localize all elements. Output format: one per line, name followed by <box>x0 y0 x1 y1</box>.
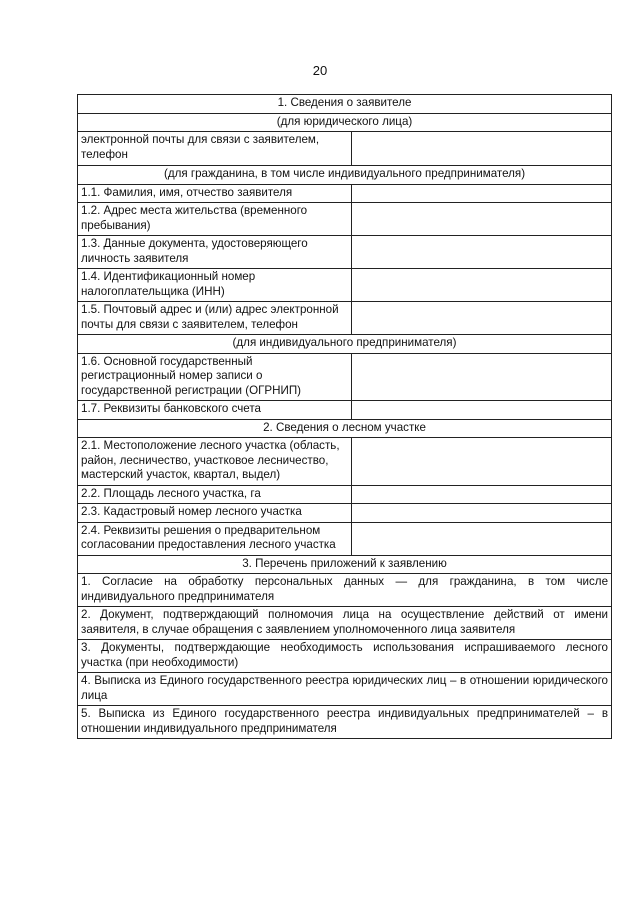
field-value-2-3[interactable] <box>352 504 612 523</box>
field-value-1-5[interactable] <box>352 302 612 335</box>
subheader-row <box>78 166 612 185</box>
field-value-2-1[interactable] <box>352 438 612 486</box>
field-label-1-4: 1.4. Идентификационный номер налогоплательщика (ИНН) <box>78 269 352 302</box>
attachment-item-1: 1. Согласие на обработку персональных данных — для гражданина, в том числе индивидуального предпринимателя <box>78 574 612 607</box>
attachment-row <box>78 673 612 706</box>
table-row <box>78 302 612 335</box>
attachment-item-5: 5. Выписка из Единого государственного реестра индивидуальных предпринимателей – в отношении индивидуального предпринимателя <box>78 706 612 739</box>
section-header-attachments: 3. Перечень приложений к заявлению <box>78 555 612 574</box>
field-label-1-6: 1.6. Основной государственный регистрационный номер записи о государственной регистрации (ОГРНИП) <box>78 353 352 401</box>
field-label-1-3: 1.3. Данные документа, удостоверяющего личность заявителя <box>78 236 352 269</box>
field-value-1-7[interactable] <box>352 401 612 420</box>
table-row <box>78 184 612 203</box>
table-row <box>78 203 612 236</box>
field-value-1-2[interactable] <box>352 203 612 236</box>
attachment-row <box>78 706 612 739</box>
field-label-1-7: 1.7. Реквизиты банковского счета <box>78 401 352 420</box>
page-number: 20 <box>312 63 328 78</box>
subheader-citizen: (для гражданина, в том числе индивидуального предпринимателя) <box>78 166 612 185</box>
field-value-legal-contact[interactable] <box>352 132 612 166</box>
subheader-legal-entity: (для юридического лица) <box>78 113 612 132</box>
field-value-2-4[interactable] <box>352 522 612 555</box>
table-row <box>78 132 612 166</box>
section-header-applicant: 1. Сведения о заявителе <box>78 95 612 114</box>
field-value-1-4[interactable] <box>352 269 612 302</box>
section-header-row <box>78 95 612 114</box>
section-header-row <box>78 555 612 574</box>
attachment-row <box>78 574 612 607</box>
field-value-1-1[interactable] <box>352 184 612 203</box>
attachment-row <box>78 607 612 640</box>
field-label-2-2: 2.2. Площадь лесного участка, га <box>78 485 352 504</box>
attachment-item-3: 3. Документы, подтверждающие необходимость использования испрашиваемого лесного участка (при необходимости) <box>78 640 612 673</box>
field-label-legal-contact: электронной почты для связи с заявителем, телефон <box>78 132 352 166</box>
section-header-forest-plot: 2. Сведения о лесном участке <box>78 419 612 438</box>
field-label-1-2: 1.2. Адрес места жительства (временного пребывания) <box>78 203 352 236</box>
field-value-2-2[interactable] <box>352 485 612 504</box>
attachment-item-4: 4. Выписка из Единого государственного реестра юридических лиц – в отношении юридического лица <box>78 673 612 706</box>
subheader-row <box>78 113 612 132</box>
field-value-1-3[interactable] <box>352 236 612 269</box>
table-row <box>78 353 612 401</box>
attachment-row <box>78 640 612 673</box>
field-label-1-5: 1.5. Почтовый адрес и (или) адрес электронной почты для связи с заявителем, телефон <box>78 302 352 335</box>
field-value-1-6[interactable] <box>352 353 612 401</box>
table-row <box>78 522 612 555</box>
table-row <box>78 504 612 523</box>
field-label-2-1: 2.1. Местоположение лесного участка (область, район, лесничество, участковое лесничество, мастерский участок, квартал, выдел) <box>78 438 352 486</box>
subheader-individual-entrepreneur: (для индивидуального предпринимателя) <box>78 335 612 354</box>
table-row <box>78 269 612 302</box>
table-row <box>78 438 612 486</box>
section-header-row <box>78 419 612 438</box>
subheader-row <box>78 335 612 354</box>
table-row <box>78 401 612 420</box>
field-label-1-1: 1.1. Фамилия, имя, отчество заявителя <box>78 184 352 203</box>
table-row <box>78 485 612 504</box>
application-form-table <box>77 94 612 739</box>
field-label-2-3: 2.3. Кадастровый номер лесного участка <box>78 504 352 523</box>
field-label-2-4: 2.4. Реквизиты решения о предварительном согласовании предоставления лесного участка <box>78 522 352 555</box>
attachment-item-2: 2. Документ, подтверждающий полномочия лица на осуществление действий от имени заявителя, в случае обращения с заявлением уполномоченного лица заявителя <box>78 607 612 640</box>
table-row <box>78 236 612 269</box>
